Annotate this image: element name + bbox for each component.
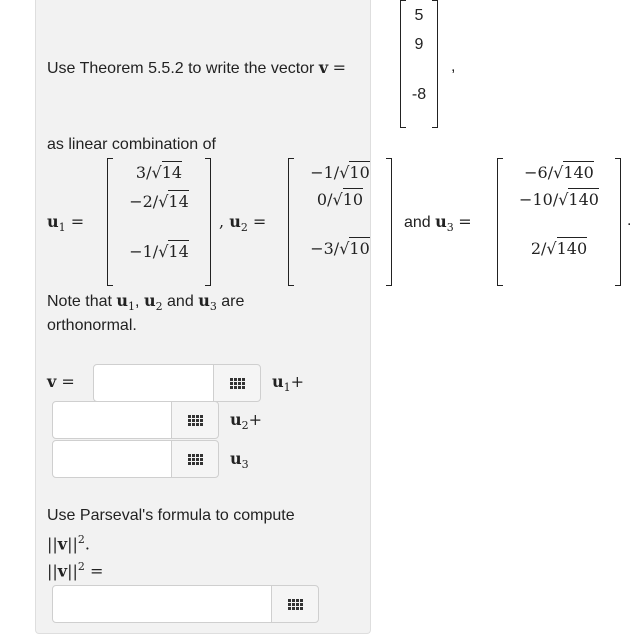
u2-label [219,212,266,234]
u3-term: $u_3$ [230,449,249,472]
answer-v-label: v = [47,372,75,391]
u2-entry-3: −3/√10 [310,239,370,258]
equals-sign: = [332,58,346,77]
orthonormal-word: orthonormal. [47,317,137,334]
keypad-button-1[interactable] [213,364,261,402]
keypad-grid-icon [230,378,245,389]
u1-subscript: 1 [58,221,66,235]
intro-sentence: Use Theorem 5.5.2 to write the vector [47,60,315,77]
u1-equals: = [70,212,85,231]
u2-entry-2: 0/√10 [316,190,364,209]
v-component-2: 9 [414,36,424,53]
u3-label [404,212,472,234]
u2-symbol: u [229,212,241,231]
v-component-1: 5 [414,7,424,24]
u3-entry-3: 2/√140 [530,239,588,258]
u3-subscript: 3 [446,221,454,235]
u2-leading-comma: , [219,212,225,231]
u1-plus-term: $u_1+$ [272,372,305,395]
vector-u3-matrix [497,158,621,286]
parseval-instruction: Use Parseval's formula to compute [47,507,295,524]
u3-symbol: u [435,212,447,231]
note-prefix: Note that [47,293,112,310]
u2-subscript: 2 [240,221,248,235]
linear-combination-text: as linear combination of [47,136,216,153]
u1-entry-2: −2/√14 [129,192,189,211]
orthonormal-note: Note that $u_1$, $u_2$ and $u_3$ are [47,291,245,314]
u3-equals: = [458,212,472,231]
keypad-button-2[interactable] [171,401,219,439]
v-symbol: v [318,58,329,77]
keypad-button-3[interactable] [171,440,219,478]
vector-u1-matrix [107,158,211,286]
coefficient-1-input[interactable] [93,364,215,402]
keypad-button-norm[interactable] [271,585,319,623]
u2-equals: = [252,212,267,231]
u3-entry-2: −10/√140 [519,190,599,209]
keypad-grid-icon [288,599,303,610]
u1-entry-3: −1/√14 [129,242,189,261]
u2-entry-1: −1/√10 [310,163,370,182]
u1-entry-1: 3/√14 [135,163,183,182]
keypad-grid-icon [188,454,203,465]
v-component-3: -8 [411,86,427,103]
vector-v-matrix [400,0,438,128]
norm-answer-label: $||v||^2$ = [47,560,104,581]
u1-symbol: u [47,212,59,231]
vector-comma: , [451,58,456,75]
u2-plus-term: $u_2+$ [230,410,263,433]
norm-input[interactable] [52,585,274,623]
intro-text [47,58,346,78]
u3-entry-1: −6/√140 [524,163,594,182]
keypad-grid-icon [188,415,203,426]
and-text: and [404,214,431,231]
u1-label [47,212,84,234]
norm-expression: $||v||^2$. [47,533,90,554]
vector-u2-matrix [288,158,392,286]
coefficient-2-input[interactable] [52,401,174,439]
coefficient-3-input[interactable] [52,440,174,478]
u3-period: . [627,212,632,229]
